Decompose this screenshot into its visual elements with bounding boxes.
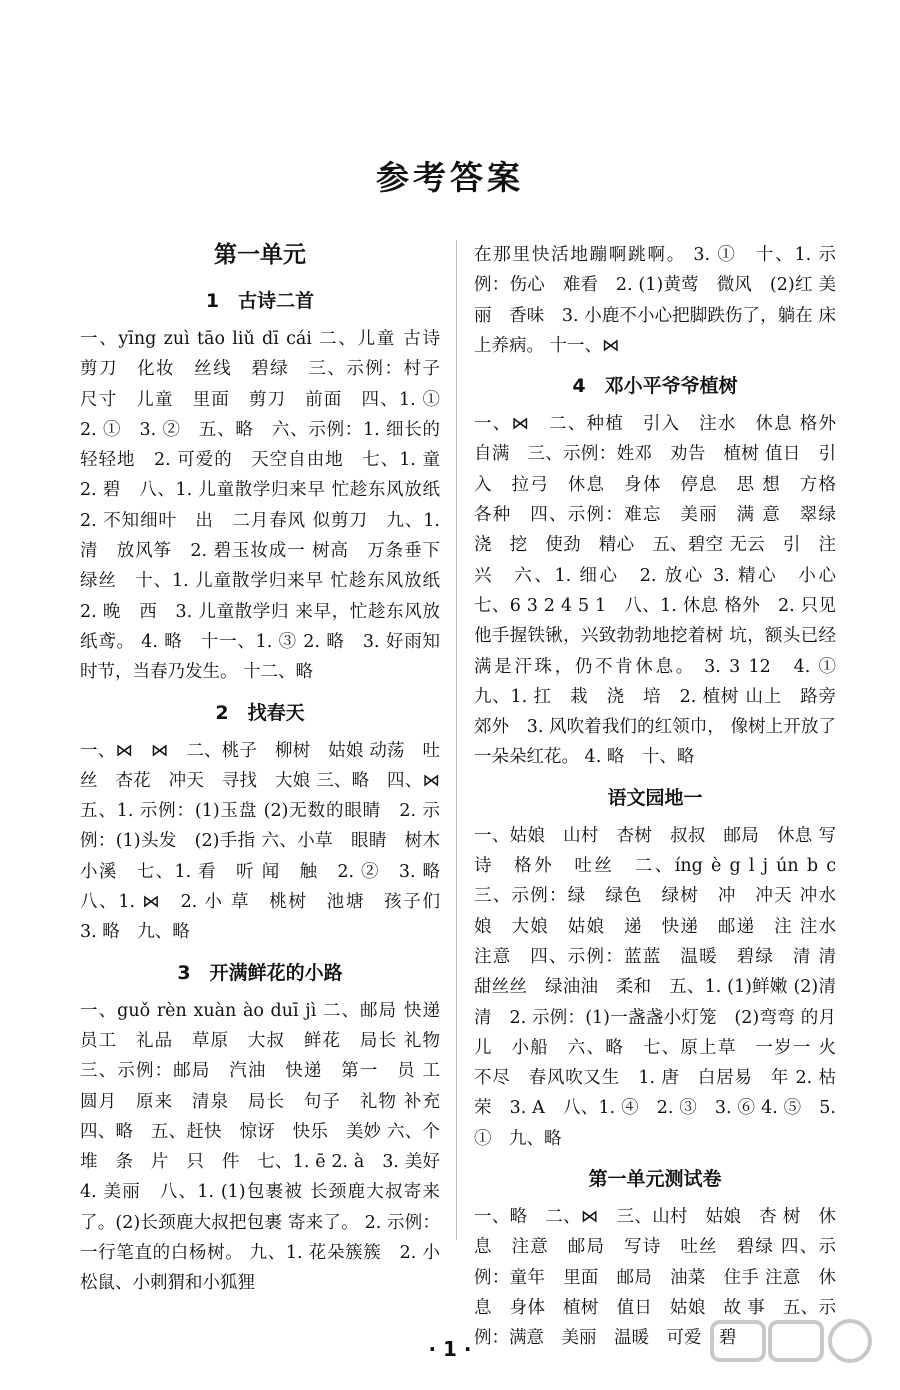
section-answers-2: 一、⋈ ⋈ 二、桃子 柳树 姑娘 动荡 吐丝 杏花 冲天 寻找 大娘 三、略 四、⋈ 五、1. 示例：(1)玉盘 (2)无数的眼睛 2. 示例：(1)头发 (2)手指 六、小草 眼睛 树木 小溪 七、1. 看 听 闻 触 2. ② 3. 略 八、1. ⋈ 2. 小 草 桃树 池塘 孩子们 3. 略 九、略 bbox=[80, 740, 458, 943]
section-title-2: 2 找春天 bbox=[215, 701, 305, 724]
section-answers-test: 一、略 二、⋈ 三、山村 姑娘 杏 树 休息 注意 邮局 写诗 吐丝 碧绿 四、示例：童年 里面 邮局 油菜 住手 注意 休息 身体 植树 值日 姑娘 故 事 五、示例：满意 美丽 温暖 可爱 碧 bbox=[474, 1207, 836, 1349]
section-title-test: 第一单元测试卷 bbox=[588, 1168, 722, 1191]
watermark-logo-icon bbox=[710, 1318, 880, 1378]
column-divider bbox=[456, 240, 457, 1240]
page-number: · 1 · bbox=[428, 1337, 472, 1361]
page-title: 参考答案 bbox=[376, 158, 524, 197]
section-title-1: 1 古诗二首 bbox=[205, 290, 315, 312]
section-title-4: 4 邓小平爷爷植树 bbox=[572, 375, 738, 398]
section-answers-4: 一、⋈ 二、种植 引入 注水 休息 格外 自满 三、示例：姓邓 劝告 植树 值日 引入 拉弓 休息 身体 停息 思 想 方格 各种 四、示例：难忘 美丽 满 意 翠绿 浇 挖 使劲 精心 五、碧空 无云 引 注 兴 六、1. 细心 2. 放心 3. 精心 小心 七、6 3 2 4 5 1 八、1. 休息 格外 2. 只见他手握铁锹，兴致勃勃地挖着树 坑，额头已经满是汗珠，仍不肯休息。 3. 3 12 4. ① 九、1. 扛 栽 浇 培 2. 植树 山上 路旁 郊外 3. 风吹着我们的红领巾， 像树上开放了一朵朵红花。 4. 略 十、略 bbox=[474, 414, 854, 768]
section-title-garden: 语文园地一 bbox=[607, 786, 703, 809]
section-answers-3: 一、guǒ rèn xuàn ào duī jì 二、邮局 快递 员工 礼品 草原 大叔 鲜花 局长 礼物 三、示例：邮局 汽油 快递 第一 员 工 圆月 原来 清泉 局长 句子 礼物 补充 四、略 五、赶快 惊讶 快乐 美妙 六、个 堆 条 片 只 件 七、1. ē 2. à 3. 美好 4. 美丽 八、1. (1)包裹被 长颈鹿大叔寄来了。(2)长颈鹿大叔把包裹 寄来了。 2. 示例：一行笔直的白杨树。 九、1. 花朵簇簇 2. 小松鼠、小刺猬和小狐狸 bbox=[80, 1000, 458, 1294]
section-title-3: 3 开满鲜花的小路 bbox=[177, 961, 343, 984]
section-answers-garden: 一、姑娘 山村 杏树 叔叔 邮局 休息 写诗 格外 吐丝 二、íng è g l j ún b c 三、示例：绿 绿色 绿树 冲 冲天 冲水 娘 大娘 姑娘 递 快递 邮递 注 注水 注意 四、示例：蓝蓝 温暖 碧绿 清 清 甜丝丝 绿油油 柔和 五、1. (1)鲜嫩 (2)清清 2. 示例：(1)一盏盏小灯笼 (2)弯弯 的月儿 小船 六、略 七、原上草 一岁一 火 不尽 春风吹又生 1. 唐 白居易 年 2. 枯 荣 3. A 八、1. ④ 2. ③ 3. ⑥ 4. ⑤ 5. ① 九、略 bbox=[474, 825, 854, 1149]
left-column bbox=[80, 238, 458, 1299]
section-answers-1: 一、yīng zuì tāo liǔ dī cái 二、儿童 古诗 剪刀 化妆 丝线 碧绿 三、示例：村子 尺寸 儿童 里面 剪刀 前面 四、1. ① 2. ① 3. ② 五、略 六、示例：1. 细长的 轻轻地 2. 可爱的 天空自由地 七、1. 童 2. 碧 八、1. 儿童散学归来早 忙趁东风放纸 2. 不知细叶 出 二月春风 似剪刀 九、1. 清 放风筝 2. 碧玉妆成一 树高 万条垂下绿丝 十、1. 儿童散学归来早 忙趁东风放纸 2. 晚 西 3. 儿童散学归 来早，忙趁东风放纸鸢。 4. 略 十一、1. ③ 2. 略 3. 好雨知时节，当春乃发生。 十二、略 bbox=[80, 329, 458, 683]
section-answers-3-continued: 在那里快活地蹦啊跳啊。 3. ① 十、1. 示 例：伤心 难看 2. (1)黄莺 微风 (2)红 美丽 香味 3. 小鹿不小心把脚跌伤了，躺在 床上养病。 十一、⋈ bbox=[474, 245, 842, 356]
right-column bbox=[474, 240, 854, 1354]
unit-title: 第一单元 bbox=[214, 242, 306, 268]
